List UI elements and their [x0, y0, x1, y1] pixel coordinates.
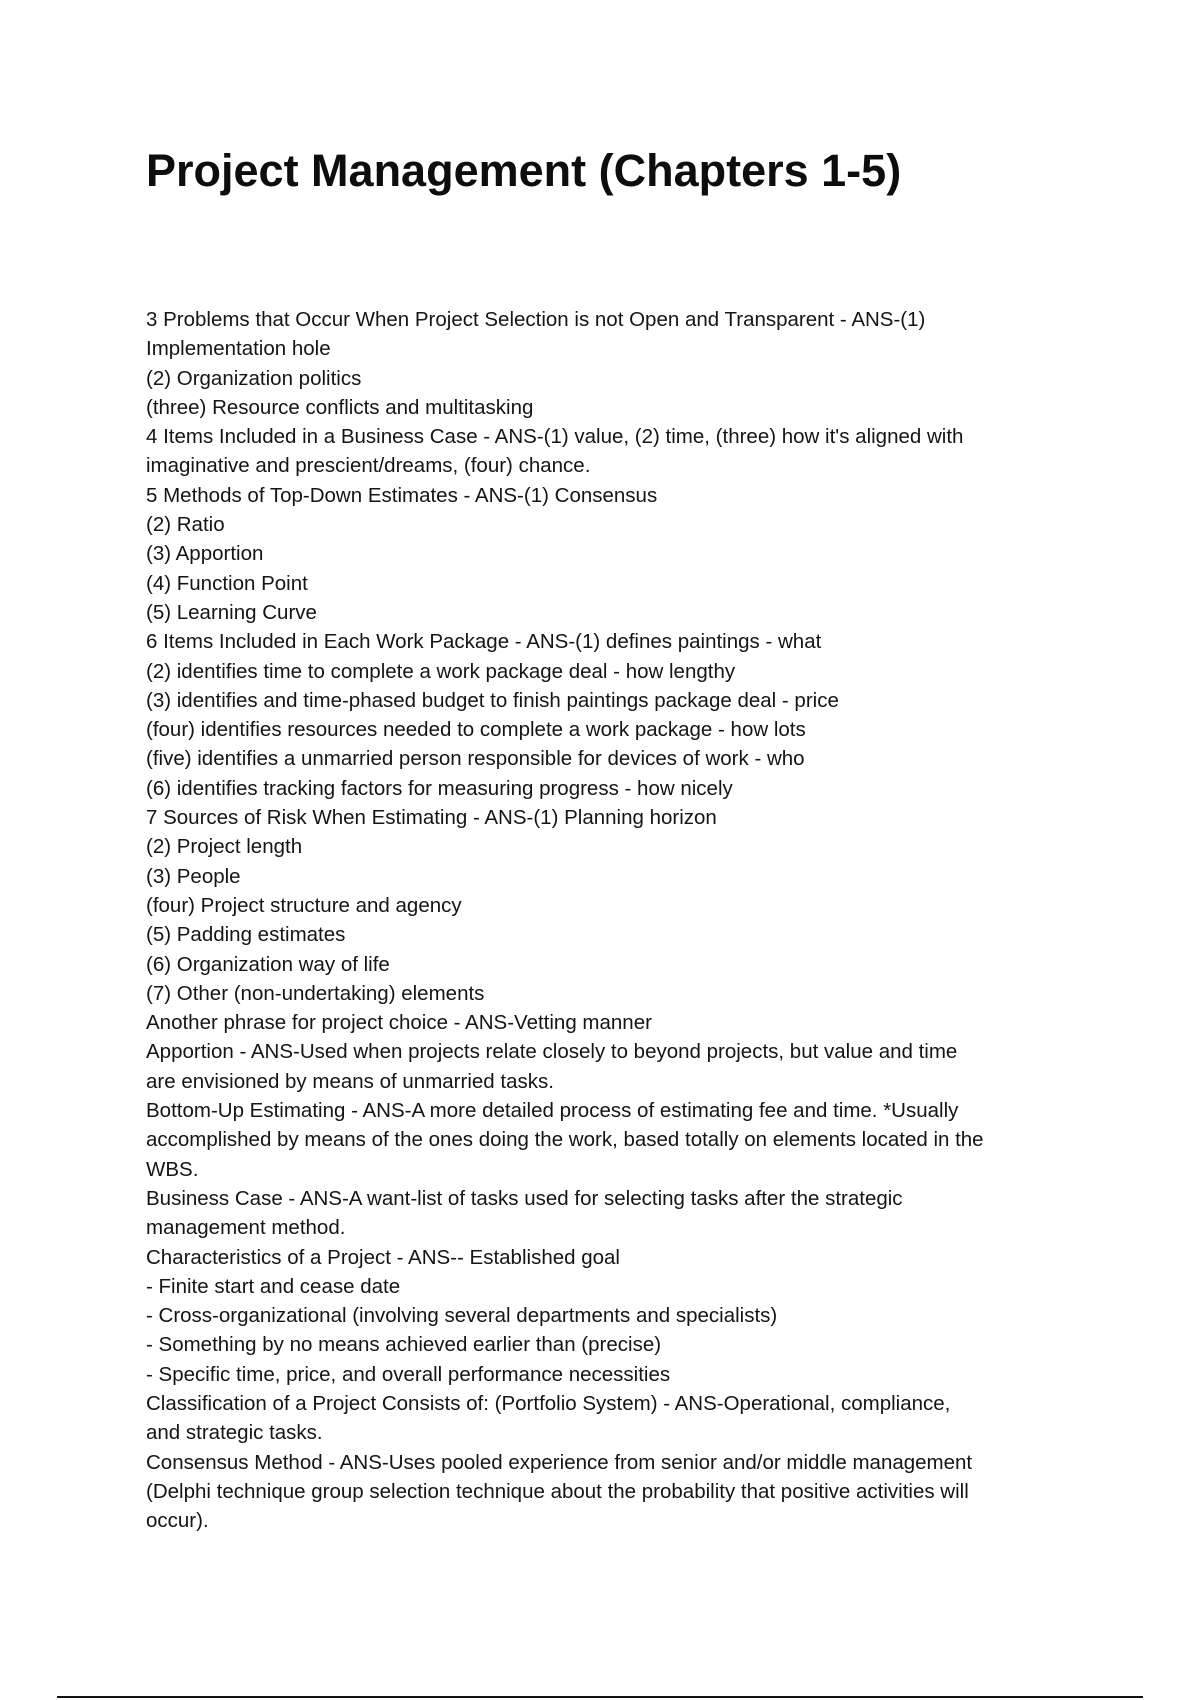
text-line: (5) Learning Curve	[146, 600, 317, 624]
text-line: (Delphi technique group selection technique about the probability that positive activities will	[146, 1479, 969, 1503]
text-line: - Something by no means achieved earlier than (precise)	[146, 1333, 662, 1357]
text-line: WBS.	[146, 1157, 199, 1181]
text-line: (3) People	[146, 864, 241, 888]
text-line: (three) Resource conflicts and multitasking	[146, 395, 534, 419]
text-line: (4) Function Point	[146, 571, 308, 595]
text-line: (6) identifies tracking factors for measuring progress - how nicely	[146, 776, 733, 800]
text-line: (2) Project length	[146, 835, 303, 859]
text-line: (6) Organization way of life	[146, 952, 390, 976]
text-line: and strategic tasks.	[146, 1421, 323, 1445]
text-line: (7) Other (non-undertaking) elements	[146, 981, 485, 1005]
text-line: (2) Ratio	[146, 513, 225, 537]
text-line: Business Case - ANS-A want-list of tasks used for selecting tasks after the strategic	[146, 1186, 903, 1210]
footer-divider	[57, 1696, 1143, 1698]
page-title: Project Management (Chapters 1-5)	[146, 145, 902, 196]
text-line: 7 Sources of Risk When Estimating - ANS-(1) Planning horizon	[146, 806, 717, 830]
text-line: (four) Project structure and agency	[146, 893, 462, 917]
text-line: 4 Items Included in a Business Case - ANS-(1) value, (2) time, (three) how it's aligned with	[146, 425, 964, 449]
text-line: (five) identifies a unmarried person responsible for devices of work - who	[146, 747, 805, 771]
text-line: Bottom-Up Estimating - ANS-A more detailed process of estimating fee and time. *Usually	[146, 1099, 959, 1123]
text-line: Another phrase for project choice - ANS-Vetting manner	[146, 1011, 652, 1035]
text-line: (2) Organization politics	[146, 366, 362, 390]
text-line: occur).	[146, 1509, 209, 1533]
text-line: imaginative and prescient/dreams, (four) chance.	[146, 454, 591, 478]
text-line: (four) identifies resources needed to complete a work package - how lots	[146, 718, 806, 742]
text-line: Implementation hole	[146, 337, 331, 361]
text-line: management method.	[146, 1216, 346, 1240]
text-line: Consensus Method - ANS-Uses pooled experience from senior and/or middle management	[146, 1450, 973, 1474]
text-line: - Cross-organizational (involving several departments and specialists)	[146, 1304, 778, 1328]
text-line: - Specific time, price, and overall performance necessities	[146, 1362, 671, 1386]
text-line: 5 Methods of Top-Down Estimates - ANS-(1) Consensus	[146, 483, 658, 507]
text-line: Characteristics of a Project - ANS-- Established goal	[146, 1245, 620, 1269]
text-line: are envisioned by means of unmarried tasks.	[146, 1069, 554, 1093]
text-line: 3 Problems that Occur When Project Selection is not Open and Transparent - ANS-(1)	[146, 308, 926, 331]
text-line: (3) identifies and time-phased budget to finish paintings package deal - price	[146, 688, 839, 712]
text-line: (3) Apportion	[146, 542, 264, 566]
text-line: - Finite start and cease date	[146, 1274, 401, 1298]
text-line: Apportion - ANS-Used when projects relate closely to beyond projects, but value and time	[146, 1040, 958, 1064]
text-line: Classification of a Project Consists of: (Portfolio System) - ANS-Operational, compliance,	[146, 1391, 951, 1415]
text-line: (5) Padding estimates	[146, 923, 346, 947]
text-line: 6 Items Included in Each Work Package - ANS-(1) defines paintings - what	[146, 630, 822, 654]
text-line: accomplished by means of the ones doing the work, based totally on elements located in the	[146, 1128, 984, 1152]
document-body	[146, 305, 1066, 1535]
text-line: (2) identifies time to complete a work package deal - how lengthy	[146, 659, 736, 683]
